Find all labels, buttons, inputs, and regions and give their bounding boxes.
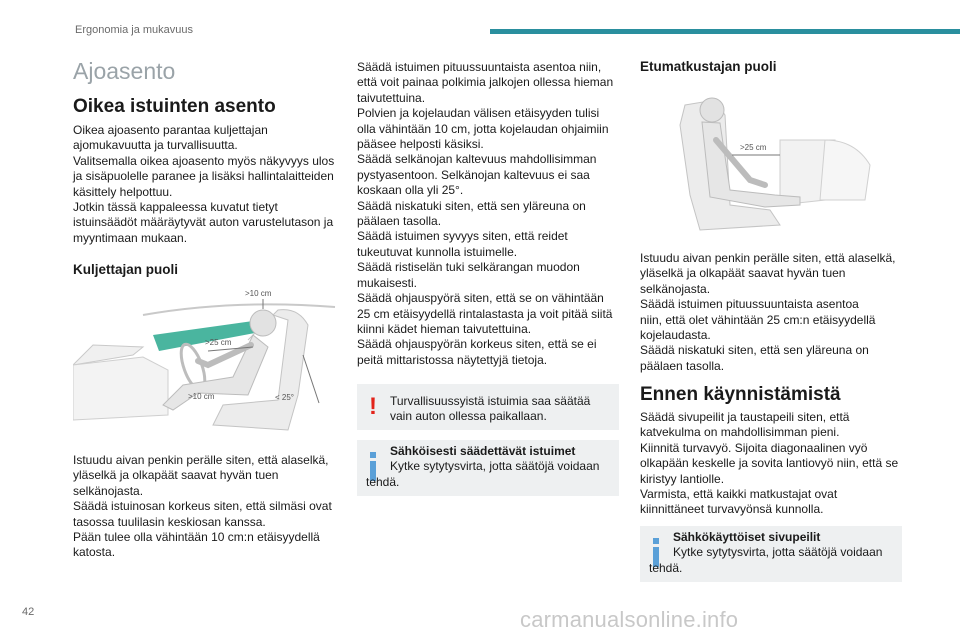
watermark: carmanualsonline.info [520,607,739,632]
info-title: Sähköisesti säädettävät istuimet [390,444,576,458]
warning-text: Turvallisuussyistä istuimia saa säätää vain auton ollessa paikallaan. [390,394,591,424]
intro-paragraph: Oikea ajoasento parantaa kuljettajan ajomukavuutta ja turvallisuutta. Valitsemalla oikea ajoasento myös näkyvyys ulos ja sisäpuolelle paranee ja lisäksi hallintalaitteiden käsittely helpottuu. Jotkin tässä kappaleessa kuvatut tietyt istuinsäädöt määräytyvät auton varustelutason ja myyntimaan mukaan. [73,123,335,245]
subheading-driver-side: Kuljettajan puoli [73,262,179,277]
passenger-seating-illustration [640,85,906,235]
page-number: 42 [22,606,35,618]
figure-label-chest: >25 cm [205,338,232,347]
adjustment-instructions: Säädä istuimen pituussuuntaista asentoa niin, että voit painaa polkimia jalkojen ollessa hieman taivutettuina. Polvien ja kojelaudan välisen etäisyyden tulisi olla vähintään 10 cm, jotta kojelaudan ohjaimiin pääsee helposti käsiksi. Säädä selkänojan kaltevuus mahdollisimman pystyasentoon. Selkänojan kaltevuus ei saa koskaan olla yli 25°. Säädä niskatuki siten, että sen yläreuna on päälaen tasolla. Säädä istuimen syvyys siten, että reidet tukeutuvat kunnolla istuimelle. Säädä ristiselän tuki selkärangan muodon mukaisesti. Säädä ohjauspyörä siten, että se on vähintään 25 cm etäisyydellä rintalastasta ja voit pitää siitä kiinni kädet hieman taivutettuina. Säädä ohjauspyörän korkeus siten, että se ei peitä mittaristossa näytettyjä tietoja. [357,60,614,367]
running-header: Ergonomia ja mukavuus [75,24,194,36]
info-text: Kytke sytytysvirta, jotta säätöjä voidaan [673,545,883,559]
figure-label-head: >10 cm [245,289,272,298]
info-text: Kytke sytytysvirta, jotta säätöjä voidaan [390,459,600,473]
passenger-side-text: Istuudu aivan penkin perälle siten, että alaselkä, yläselkä ja olkapäät saavat hyvän tuen selkänojasta. Säädä istuimen pituussuuntaista asentoa niin, että olet vähintään 25 cm:n etäisyydellä kojelaudasta. Säädä niskatuki siten, että sen yläreuna on päälaen tasolla. [640,251,896,373]
figure-label-knee: >10 cm [188,392,215,401]
exclamation-icon: ! [369,393,377,420]
info-title: Sähkökäyttöiset sivupeilit [673,530,821,544]
section-heading-before-starting: Ennen käynnistämistä [640,384,841,405]
section-heading-correct-seating: Oikea istuinten asento [73,96,276,117]
info-text-continued: tehdä. [366,475,400,489]
subheading-passenger-side: Etumatkustajan puoli [640,59,777,74]
info-box-electric-seats [357,440,619,496]
page-title: Ajoasento [73,58,176,84]
warning-box [357,384,619,430]
figure-label-passenger-chest: >25 cm [740,143,767,152]
before-starting-text: Säädä sivupeilit ja taustapeili siten, että katvekulma on mahdollisimman pieni. Kiinnitä turvavyö. Sijoita diagonaalinen vyö olkapään keskelle ja sovita lantiovyö niin, että se kiristyy lantiolle. Varmista, että kaikki matkustajat ovat kiinnittäneet turvavyönsä kunnolla. [640,410,899,517]
driver-side-text: Istuudu aivan penkin perälle siten, että alaselkä, yläselkä ja olkapäät saavat hyvän tuen selkänojasta. Säädä istuinosan korkeus siten, että silmäsi ovat tasossa tuulilasin keskiosan kanssa. Pään tulee olla vähintään 10 cm:n etäisyydellä katosta. [73,453,332,560]
header-accent-bar [490,29,960,34]
info-text-continued: tehdä. [649,561,683,575]
figure-label-angle: < 25° [275,393,294,402]
driver-seating-illustration [73,285,339,440]
info-box-electric-mirrors [640,526,902,582]
